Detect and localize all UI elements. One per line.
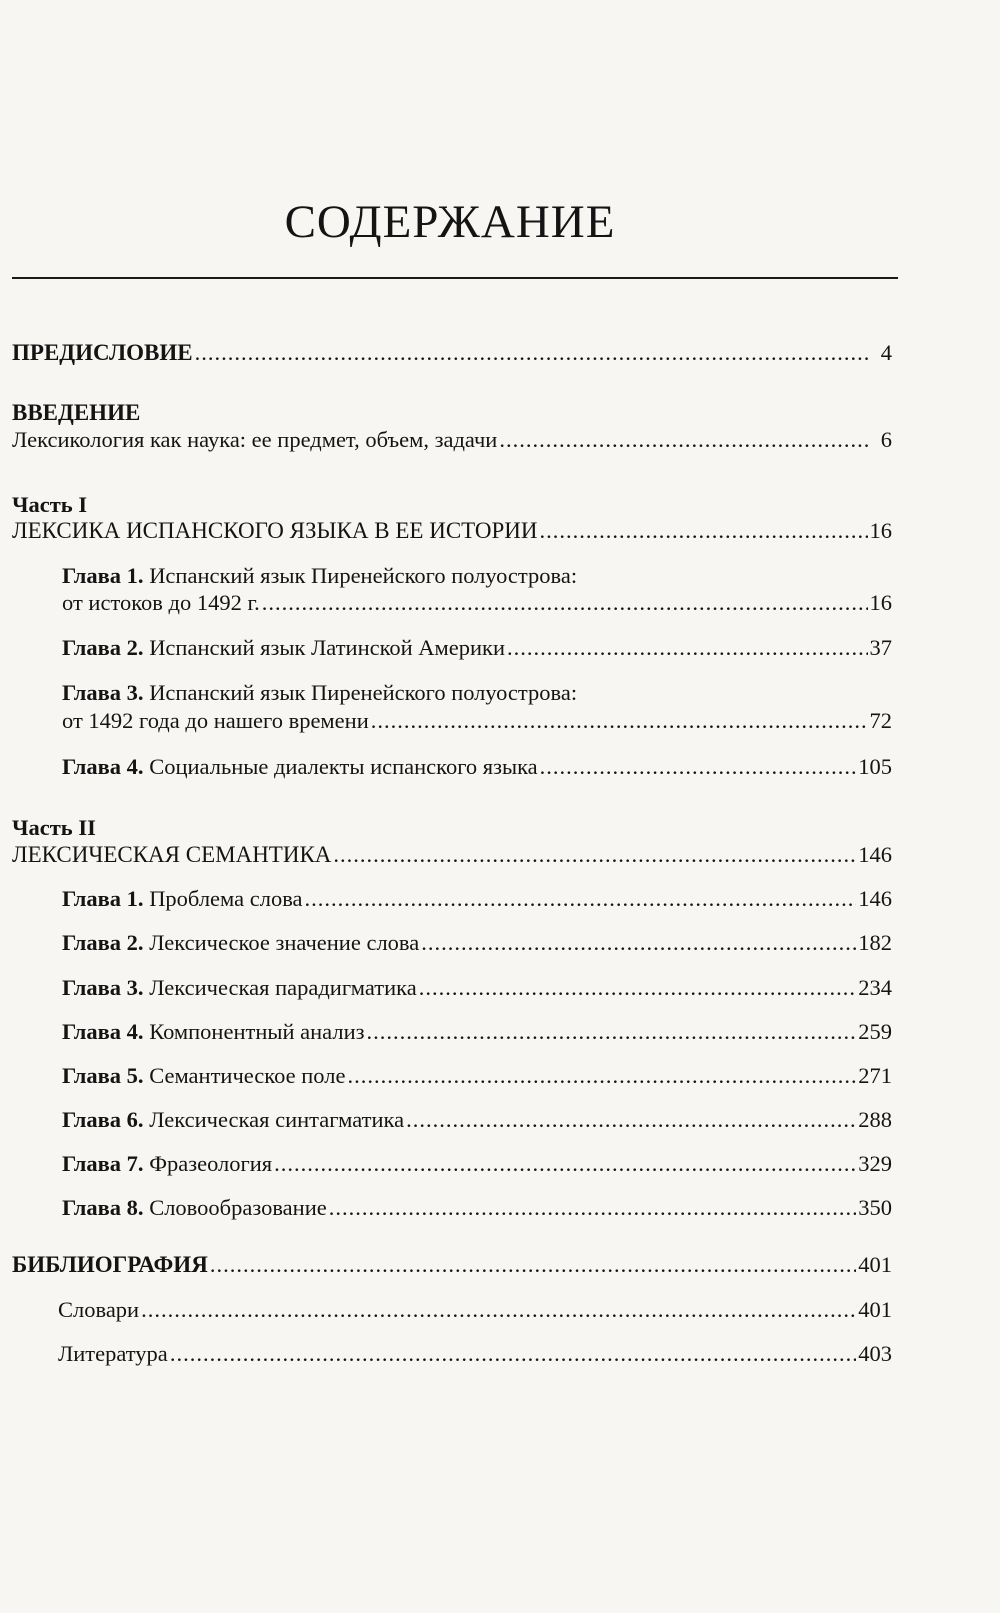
- toc-entry-page: 72: [869, 708, 892, 733]
- chapter-number: Глава 8.: [62, 1195, 144, 1220]
- toc-entry-part1-ch1[interactable]: [62, 590, 892, 624]
- chapter-title: Лексическая синтагматика: [149, 1107, 405, 1132]
- chapter-title-cont: от истоков до 1492 г.: [62, 590, 260, 615]
- chapter-number: Глава 5.: [62, 1063, 144, 1088]
- toc-entry-page: 146: [858, 886, 892, 911]
- chapter-number: Глава 3.: [62, 975, 144, 1000]
- chapter-title: Компонентный анализ: [149, 1019, 365, 1044]
- toc-entry-part2-ch7[interactable]: [62, 1151, 892, 1185]
- toc-entry-literature[interactable]: [58, 1341, 892, 1375]
- dot-leader: [499, 427, 870, 453]
- toc-entry-part1-ch3[interactable]: [62, 708, 892, 742]
- toc-entry-page: 6: [880, 427, 892, 452]
- toc-entry-part2-ch2[interactable]: [62, 930, 892, 964]
- chapter-title-cont: от 1492 года до нашего времени: [62, 708, 369, 733]
- chapter-title: Испанский язык Латинской Америки: [149, 635, 506, 660]
- toc-entry-page: 271: [858, 1063, 892, 1088]
- part-heading-1: Часть I: [12, 492, 88, 517]
- toc-entry-part1-ch3-line1[interactable]: [62, 680, 577, 706]
- chapter-number: Глава 1.: [62, 886, 144, 911]
- chapter-number: Глава 4.: [62, 1019, 144, 1044]
- toc-entry-part2-ch5[interactable]: [62, 1063, 892, 1097]
- dot-leader: [421, 930, 856, 956]
- toc-entry-label: Литература: [58, 1341, 168, 1366]
- chapter-title: Лексическое значение слова: [149, 930, 420, 955]
- dot-leader: [540, 518, 868, 544]
- toc-entry-part1-ch4[interactable]: [62, 754, 892, 788]
- toc-entry-page: 105: [858, 754, 892, 779]
- dot-leader: [195, 340, 871, 366]
- toc-entry-preface[interactable]: [12, 340, 892, 374]
- toc-entry-part2-ch1[interactable]: [62, 886, 892, 920]
- toc-entry-part1-ch2[interactable]: [62, 635, 892, 669]
- dot-leader: [367, 1019, 857, 1045]
- toc-entry-label: Словари: [58, 1297, 140, 1322]
- chapter-title: Словообразование: [149, 1195, 327, 1220]
- toc-entry-page: 37: [869, 635, 892, 660]
- chapter-title: Проблема слова: [149, 886, 303, 911]
- toc-entry-label: ПРЕДИСЛОВИЕ: [12, 340, 193, 365]
- toc-entry-page: 403: [858, 1341, 892, 1366]
- dot-leader: [274, 1151, 856, 1177]
- toc-entry-page: 146: [858, 842, 892, 867]
- chapter-title: Испанский язык Пиренейского полуострова:: [149, 563, 578, 588]
- chapter-title: Лексическая парадигматика: [149, 975, 417, 1000]
- toc-entry-page: 182: [858, 930, 892, 955]
- chapter-number: Глава 4.: [62, 754, 144, 779]
- dot-leader: [262, 590, 868, 616]
- toc-entry-page: 288: [858, 1107, 892, 1132]
- toc-entry-label: ЛЕКСИЧЕСКАЯ СЕМАНТИКА: [12, 842, 332, 867]
- dot-leader: [141, 1297, 856, 1323]
- chapter-number: Глава 1.: [62, 563, 144, 588]
- chapter-number: Глава 3.: [62, 680, 144, 705]
- dot-leader: [419, 975, 857, 1001]
- toc-entry-label: ЛЕКСИКА ИСПАНСКОГО ЯЗЫКА В ЕЕ ИСТОРИИ: [12, 518, 538, 543]
- toc-entry-page: 401: [858, 1252, 892, 1277]
- dot-leader: [406, 1107, 856, 1133]
- dot-leader: [329, 1195, 857, 1221]
- toc-entry-dictionaries[interactable]: [58, 1297, 892, 1331]
- toc-entry-page: 234: [858, 975, 892, 1000]
- section-heading-intro: ВВЕДЕНИЕ: [12, 400, 141, 425]
- toc-entry-page: 16: [869, 590, 892, 615]
- toc-entry-part1[interactable]: [12, 518, 892, 552]
- dot-leader: [333, 842, 856, 868]
- page-title: СОДЕРЖАНИЕ: [284, 196, 616, 248]
- toc-entry-part2-ch3[interactable]: [62, 975, 892, 1009]
- chapter-number: Глава 6.: [62, 1107, 144, 1132]
- chapter-number: Глава 2.: [62, 635, 144, 660]
- dot-leader: [347, 1063, 856, 1089]
- chapter-title: Семантическое поле: [149, 1063, 346, 1088]
- toc-entry-page: 329: [858, 1151, 892, 1176]
- chapter-number: Глава 2.: [62, 930, 144, 955]
- toc-entry-intro[interactable]: [12, 427, 892, 461]
- toc-entry-part2-ch4[interactable]: [62, 1019, 892, 1053]
- dot-leader: [210, 1252, 856, 1278]
- toc-entry-page: 4: [880, 340, 892, 365]
- toc-entry-part2-ch8[interactable]: [62, 1195, 892, 1229]
- part-heading-2: Часть II: [12, 815, 96, 840]
- toc-entry-part1-ch1-line1[interactable]: [62, 563, 577, 589]
- dot-leader: [540, 754, 857, 780]
- toc-entry-page: 16: [869, 518, 892, 543]
- chapter-title: Фразеология: [149, 1151, 273, 1176]
- toc-entry-page: 259: [858, 1019, 892, 1044]
- toc-entry-part2[interactable]: [12, 842, 892, 876]
- dot-leader: [305, 886, 857, 912]
- chapter-title: Социальные диалекты испанского языка: [149, 754, 538, 779]
- dot-leader: [507, 635, 867, 661]
- toc-entry-label: Лексикология как наука: ее предмет, объем, задачи: [12, 427, 498, 452]
- dot-leader: [170, 1341, 856, 1367]
- toc-entry-label: БИБЛИОГРАФИЯ: [12, 1252, 208, 1277]
- title-divider: [12, 277, 898, 279]
- toc-entry-page: 350: [858, 1195, 892, 1220]
- toc-entry-bibliography[interactable]: [12, 1252, 892, 1286]
- toc-entry-page: 401: [858, 1297, 892, 1322]
- toc-entry-part2-ch6[interactable]: [62, 1107, 892, 1141]
- chapter-number: Глава 7.: [62, 1151, 144, 1176]
- chapter-title: Испанский язык Пиренейского полуострова:: [149, 680, 578, 705]
- dot-leader: [371, 708, 868, 734]
